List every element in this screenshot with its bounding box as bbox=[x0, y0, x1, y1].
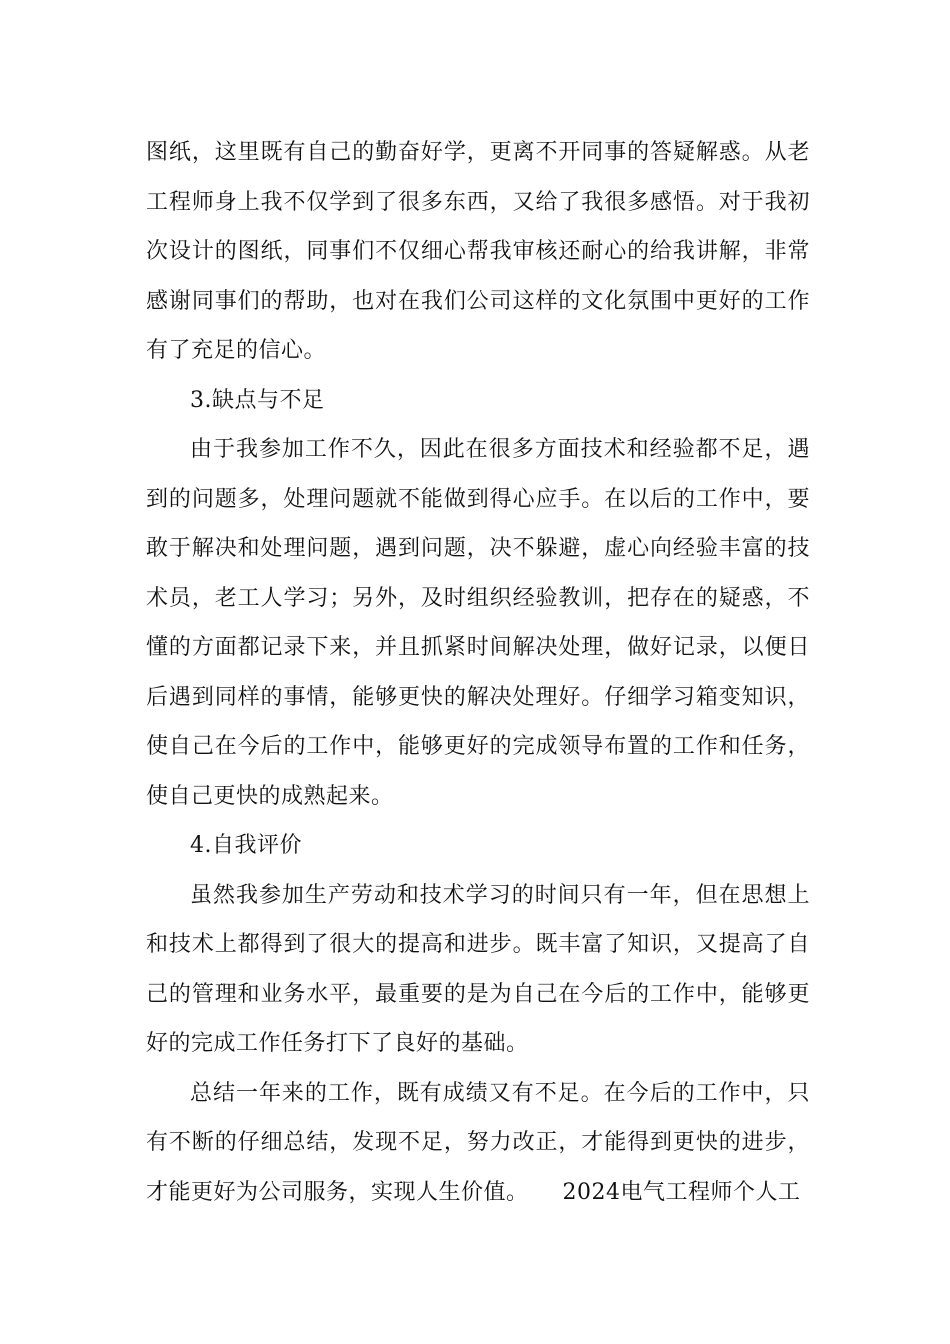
document-body bbox=[146, 128, 810, 1217]
paragraph-self-evaluation: 虽然我参加生产劳动和技术学习的时间只有一年，但在思想上和技术上都得到了很大的提高和进步。既丰富了知识，又提高了自己的管理和业务水平，最重要的是为自己在今后的工作中，能够更好的完成工作任务打下了良好的基础。 bbox=[146, 882, 810, 1056]
paragraph-continued: 图纸，这里既有自己的勤奋好学，更离不开同事的答疑解惑。从老工程师身上我不仅学到了很多东西，又给了我很多感悟。对于我初次设计的图纸，同事们不仅细心帮我审核还耐心的给我讲解，非常感谢同事们的帮助，也对在我们公司这样的文化氛围中更好的工作有了充足的信心。 bbox=[146, 140, 810, 363]
paragraph-summary: 总结一年来的工作，既有成绩又有不足。在今后的工作中，只有不断的仔细总结，发现不足，努力改正，才能得到更快的进步，才能更好为公司服务，实现人生价值。 2024电气工程师个人工 bbox=[146, 1080, 810, 1205]
paragraph-shortcomings: 由于我参加工作不久，因此在很多方面技术和经验都不足，遇到的问题多，处理问题就不能做到得心应手。在以后的工作中，要敢于解决和处理问题，遇到问题，决不躲避，虚心向经验丰富的技术员，老工人学习；另外，及时组织经验教训，把存在的疑惑，不懂的方面都记录下来，并且抓紧时间解决处理，做好记录，以便日后遇到同样的事情，能够更快的解决处理好。仔细学习箱变知识，使自己在今后的工作中，能够更好的完成领导布置的工作和任务，使自己更快的成熟起来。 bbox=[146, 437, 810, 809]
section-heading-self-evaluation: 4.自我评价 bbox=[190, 833, 302, 858]
section-heading-shortcomings: 3.缺点与不足 bbox=[190, 387, 325, 413]
